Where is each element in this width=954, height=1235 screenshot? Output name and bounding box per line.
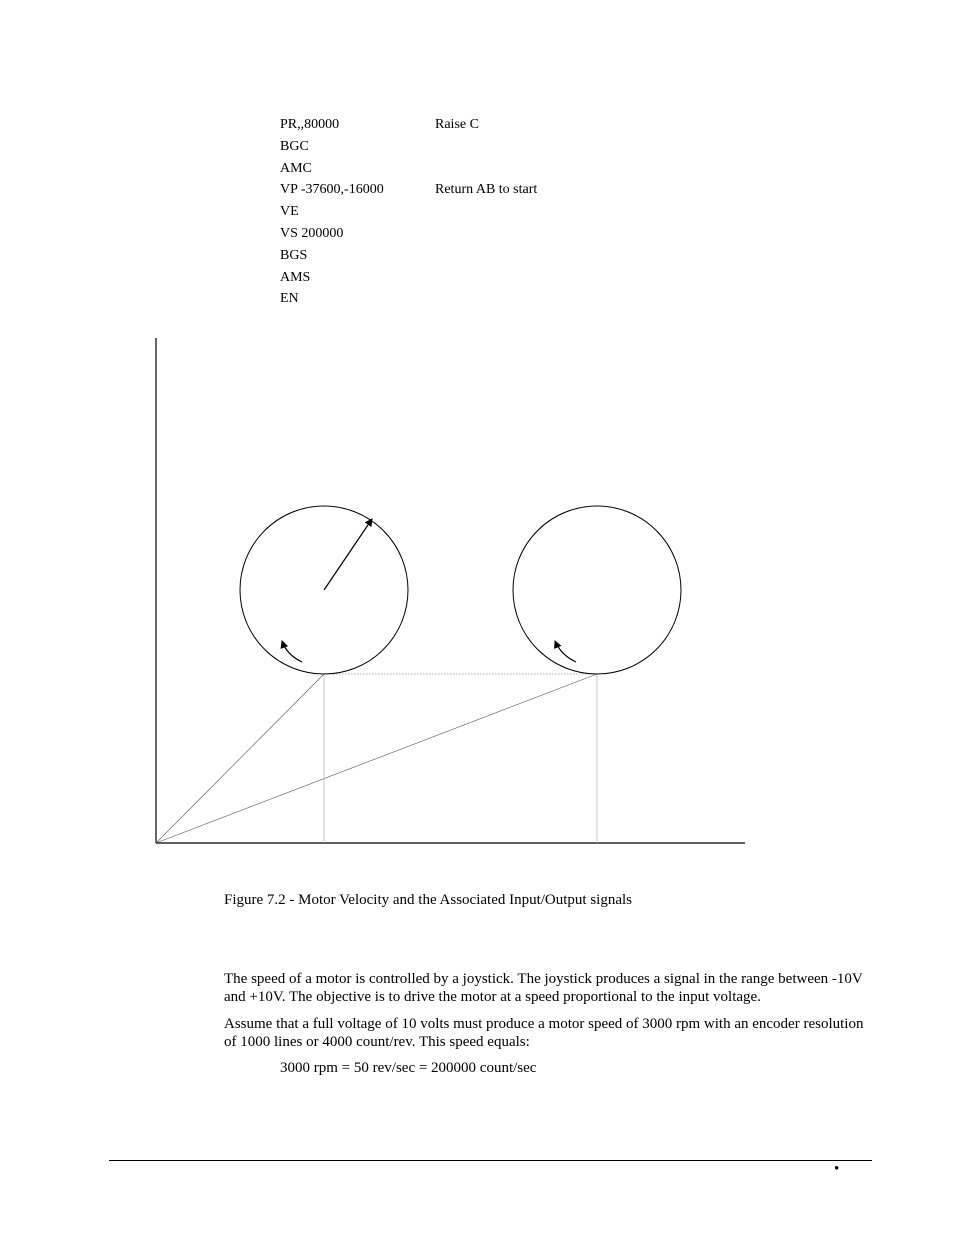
program-command: VE	[280, 204, 299, 220]
program-command: VS 200000	[280, 225, 344, 241]
program-command: AMC	[280, 160, 312, 176]
program-command: AMS	[280, 269, 311, 285]
program-command: BGC	[280, 138, 309, 154]
footer-rule	[109, 1160, 872, 1161]
footer-bullet: •	[834, 1161, 840, 1177]
radius-arrow	[324, 519, 372, 590]
program-command: PR,,80000	[280, 117, 340, 132]
program-command: EN	[280, 291, 299, 307]
program-comment: Return AB to start	[435, 182, 538, 198]
right-wheel-circle	[513, 506, 681, 674]
body-paragraph: Assume that a full voltage of 10 volts must produce a motor speed of 3000 rpm with an encoder resolution of 1000 lines or 4000 count/rev. This speed equals:	[224, 1016, 864, 1050]
figure-caption: Figure 7.2 - Motor Velocity and the Associated Input/Output signals	[224, 892, 633, 908]
program-command: BGS	[280, 247, 308, 263]
speed-equation: 3000 rpm = 50 rev/sec = 200000 count/sec	[280, 1060, 537, 1076]
left-rotation-arrow	[282, 641, 302, 662]
ramp-line-left	[156, 674, 324, 843]
program-command: VP -37600,-16000	[280, 182, 384, 198]
right-rotation-arrow	[555, 641, 576, 662]
program-comment: Raise C	[435, 117, 479, 132]
body-paragraph: The speed of a motor is controlled by a joystick. The joystick produces a signal in the range between -10V and +10V. The objective is to drive the motor at a speed proportional to the input voltage.	[224, 971, 863, 1005]
ramp-line-right	[156, 674, 597, 843]
